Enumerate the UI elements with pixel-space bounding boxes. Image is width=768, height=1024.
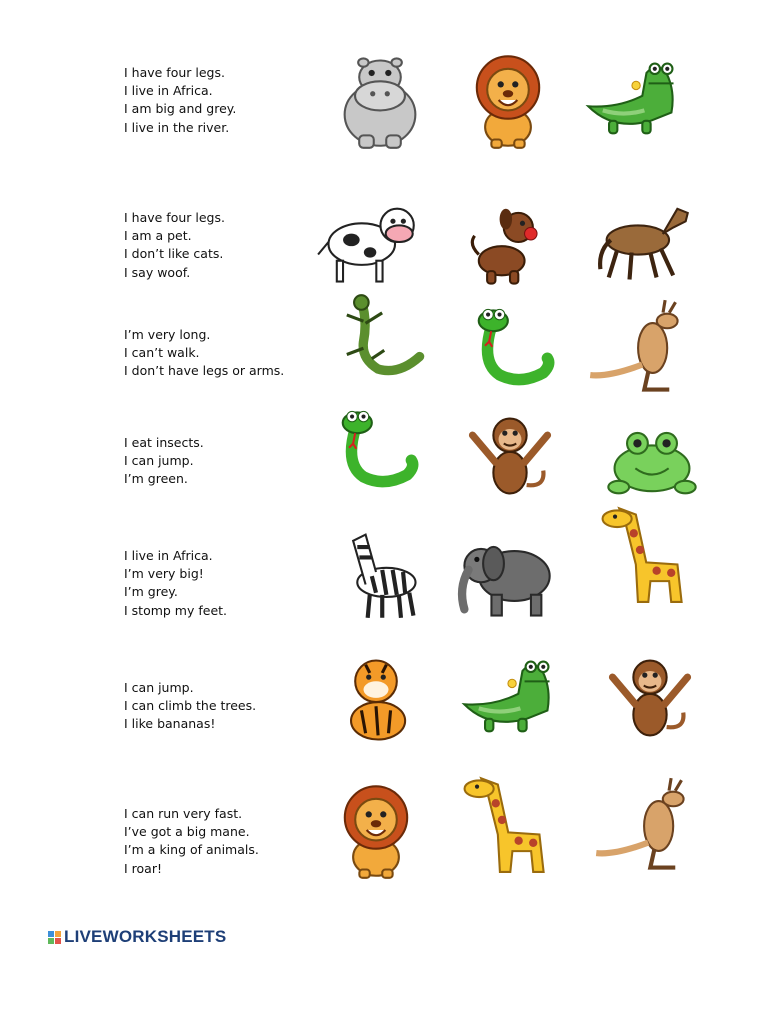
riddle-line: I’m grey. (124, 584, 178, 600)
riddle-line: I am big and grey. (124, 101, 237, 117)
choice-tiger[interactable] (318, 648, 434, 752)
riddle-line: I am a pet. (124, 228, 192, 244)
riddle-7 (124, 805, 324, 878)
riddle-line: I can run very fast. (124, 806, 243, 821)
riddle-line: I’m very long. (124, 327, 211, 342)
logo-text: LIVEWORKSHEETS (64, 927, 227, 946)
riddle-line: I can jump. (124, 680, 194, 695)
riddle-line: I’m green. (124, 471, 188, 487)
choice-giraffe[interactable] (582, 500, 698, 604)
riddle-line: I eat insects. (124, 435, 204, 450)
choice-monkey[interactable] (592, 646, 708, 750)
logo-square (48, 931, 54, 937)
choice-lion[interactable] (318, 778, 434, 882)
choice-giraffe[interactable] (444, 770, 560, 874)
choice-lion[interactable] (450, 48, 566, 152)
riddle-line: I like bananas! (124, 716, 216, 732)
choice-snake[interactable] (454, 300, 570, 404)
choice-elephant[interactable] (448, 524, 564, 628)
riddle-line: I’m a king of animals. (124, 842, 259, 858)
riddle-line: I stomp my feet. (124, 602, 228, 618)
logo-square (55, 931, 61, 937)
choice-horse[interactable] (584, 188, 700, 292)
riddle-line: I’ve got a big mane. (124, 824, 250, 840)
riddle-line: I can’t walk. (124, 345, 200, 361)
logo-square (55, 938, 61, 944)
riddle-line: I’m very big! (124, 566, 204, 582)
logo-square (48, 938, 54, 944)
riddle-5 (124, 547, 324, 620)
riddle-line: I live in the river. (124, 119, 230, 135)
choice-hippo[interactable] (322, 48, 438, 152)
riddle-line: I live in Africa. (124, 83, 213, 99)
choice-crocodile[interactable] (576, 48, 692, 152)
riddle-4 (124, 434, 324, 489)
riddle-line: I don’t have legs or arms. (124, 363, 285, 379)
choice-cow[interactable] (310, 190, 426, 294)
riddle-line: I have four legs. (124, 210, 225, 225)
riddle-1 (124, 64, 324, 137)
riddle-line: I say woof. (124, 264, 191, 280)
choice-kangaroo[interactable] (584, 774, 700, 878)
choice-kangaroo[interactable] (578, 296, 694, 400)
riddle-3 (124, 326, 324, 381)
riddle-line: I can climb the trees. (124, 698, 257, 714)
choice-dog[interactable] (452, 190, 568, 294)
riddle-line: I live in Africa. (124, 548, 213, 563)
riddle-line: I roar! (124, 860, 162, 876)
riddle-line: I can jump. (124, 453, 194, 469)
choice-frog[interactable] (594, 408, 710, 512)
choice-zebra[interactable] (318, 520, 434, 624)
logo-icon (48, 931, 61, 944)
choice-snake[interactable] (318, 402, 434, 506)
liveworksheets-logo (48, 927, 226, 947)
riddle-line: I have four legs. (124, 65, 225, 80)
choice-crocodile[interactable] (452, 646, 568, 750)
choice-monkey[interactable] (452, 404, 568, 508)
riddle-6 (124, 679, 324, 734)
riddle-line: I don’t like cats. (124, 246, 224, 262)
choice-lizard[interactable] (320, 290, 436, 394)
riddle-2 (124, 209, 324, 282)
